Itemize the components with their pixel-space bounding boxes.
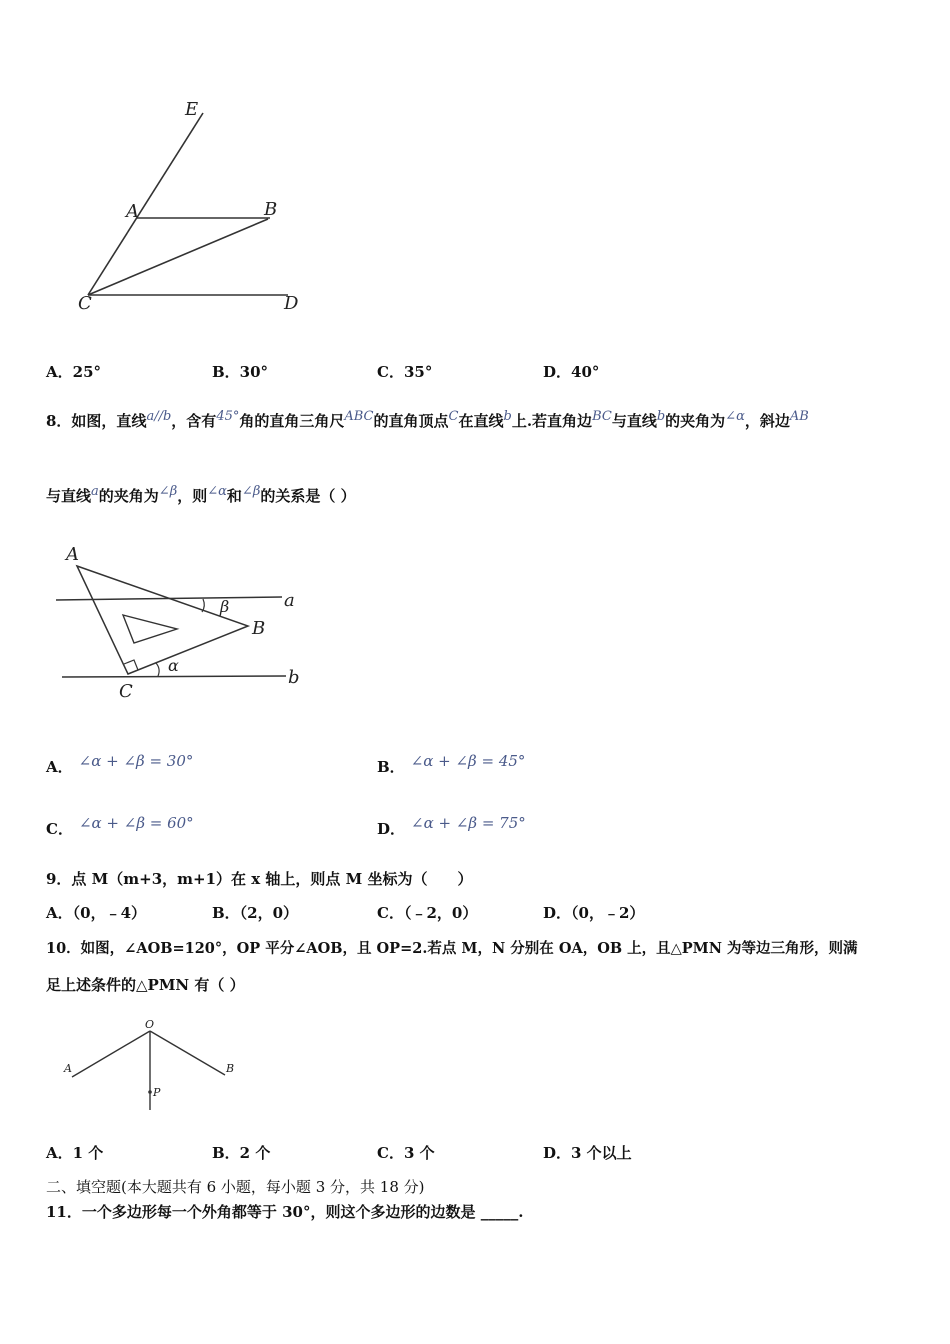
q10-option-a[interactable]: A．1 个: [46, 1144, 104, 1162]
q8-option-b[interactable]: [377, 752, 526, 777]
line-ce: [88, 113, 203, 295]
q8-text: 8．如图，直线: [46, 412, 147, 430]
q7-option-c[interactable]: C．35°: [377, 363, 433, 381]
q8-text: 的直角顶点: [373, 412, 449, 430]
label-a: A: [126, 201, 139, 222]
q8-math-beta: ∠β: [158, 484, 178, 499]
label-line-a: a: [284, 590, 295, 611]
q8-text: 的夹角为: [665, 412, 726, 430]
q8-option-a[interactable]: [46, 752, 194, 777]
q10-stem-line1: 10．如图，∠AOB=120°，OP 平分∠AOB，且 OP=2.若点 M，N 分别在 OA，OB 上，且△PMN 为等边三角形，则满: [46, 940, 858, 957]
q8-text: ，含有: [171, 412, 217, 430]
q9-stem: 9．点 M（m+3，m+1）在 x 轴上，则点 M 坐标为（ ）: [46, 870, 473, 888]
label-c: C: [78, 293, 92, 314]
label-c-vertex: C: [119, 681, 133, 702]
alpha-arc: [156, 663, 159, 676]
q8-math-alpha: ∠α: [725, 409, 745, 424]
q8-text: 的关系是（ ）: [260, 487, 356, 505]
figure-q10: [60, 1015, 260, 1115]
figure-q7: [70, 95, 330, 325]
label-d: D: [284, 293, 299, 314]
q8-math-ab: a//b: [146, 409, 172, 424]
q8-text: 上.若直角边: [511, 412, 593, 430]
q8-option-d-label: D．: [377, 820, 406, 838]
q7-option-d[interactable]: D．40°: [543, 363, 600, 381]
label-b: B: [226, 1062, 235, 1075]
q10-stem-line2: 足上述条件的△PMN 有（ ）: [46, 976, 245, 994]
q8-text: 的夹角为: [98, 487, 159, 505]
q8-option-c[interactable]: [46, 814, 194, 839]
q9-option-c[interactable]: C．（﹣2，0）: [377, 904, 478, 922]
q8-math-beta2: ∠β: [241, 484, 261, 499]
figure-q8: [50, 540, 310, 705]
q8-math-45: 45°: [216, 409, 240, 424]
q8-option-a-label: A．: [46, 758, 73, 776]
label-a: A: [64, 1062, 72, 1075]
q8-math-bc: BC: [592, 409, 612, 424]
q11-stem: 11．一个多边形每一个外角都等于 30°，则这个多边形的边数是 _____.: [46, 1203, 524, 1221]
q9-option-a[interactable]: A．（0，﹣4）: [46, 904, 147, 922]
label-alpha: α: [168, 656, 179, 675]
q9-option-d[interactable]: D．（0，﹣2）: [543, 904, 645, 922]
q8-text: 和: [226, 487, 242, 505]
q10-option-c[interactable]: C．3 个: [377, 1144, 435, 1162]
q7-option-a[interactable]: A．25°: [46, 363, 102, 381]
q10-option-d[interactable]: D．3 个以上: [543, 1144, 632, 1162]
section-heading: 二、填空题(本大题共有 6 小题，每小题 3 分，共 18 分): [46, 1178, 425, 1196]
point-p: [148, 1090, 152, 1094]
q8-text: 与直线: [46, 487, 92, 505]
label-b-vertex: B: [252, 618, 266, 639]
q8-stem-line1: [46, 410, 809, 431]
q9-option-b[interactable]: B．（2，0）: [212, 904, 299, 922]
label-b: B: [264, 199, 278, 220]
q7-option-b[interactable]: B．30°: [212, 363, 269, 381]
label-e: E: [185, 99, 199, 120]
q8-text: ，则: [177, 487, 208, 505]
triangle-hole: [123, 615, 177, 643]
q8-math-c: C: [448, 409, 459, 424]
line-cb: [88, 219, 268, 295]
q10-option-b[interactable]: B．2 个: [212, 1144, 271, 1162]
line-b: [62, 676, 286, 677]
q8-option-d-math: ∠α + ∠β = 75°: [411, 814, 526, 832]
q8-text: ，斜边: [744, 412, 790, 430]
label-line-b: b: [288, 667, 300, 688]
label-a-vertex: A: [66, 544, 79, 565]
triangle-abc: [77, 566, 248, 674]
q8-stem-line2: [46, 485, 356, 506]
q8-option-c-math: ∠α + ∠β = 60°: [78, 814, 194, 832]
q8-text: 在直线: [458, 412, 504, 430]
q8-option-d[interactable]: [377, 814, 526, 839]
q8-math-ab-hyp: AB: [789, 409, 809, 424]
q8-math-b2: b: [656, 409, 666, 424]
q8-option-c-label: C．: [46, 820, 73, 838]
q8-math-a: a: [91, 484, 99, 499]
q8-option-b-label: B．: [377, 758, 405, 776]
q8-text: 与直线: [611, 412, 657, 430]
label-p: P: [153, 1086, 161, 1099]
q8-math-alpha2: ∠α: [207, 484, 227, 499]
q8-option-b-math: ∠α + ∠β = 45°: [410, 752, 526, 770]
q8-math-b: b: [503, 409, 512, 424]
q8-math-abc: ABC: [344, 409, 374, 424]
q8-text: 角的直角三角尺: [239, 412, 345, 430]
label-beta: β: [220, 597, 230, 616]
q8-option-a-math: ∠α + ∠β = 30°: [78, 752, 194, 770]
label-o: O: [145, 1018, 155, 1031]
ray-ob: [150, 1031, 225, 1075]
ray-oa: [72, 1031, 150, 1077]
